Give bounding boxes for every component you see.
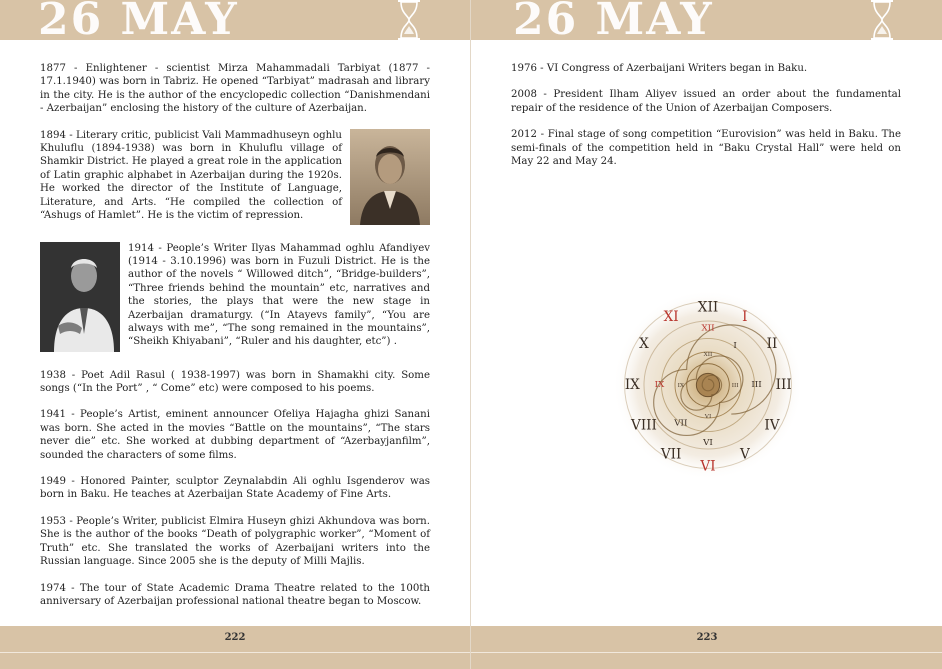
svg-text:IX: IX — [677, 382, 685, 389]
page-number: 223 — [696, 632, 718, 643]
entry-1949: 1949 - Honored Painter, sculptor Zeynalabdin Ali oghlu Isgenderov was born in Baku. He teaches at Azerbaijan State Academy of Fine Arts. — [40, 476, 430, 501]
entry-1938: 1938 - Poet Adil Rasul ( 1938-1997) was born in Shamakhi city. Some songs (“In the Port” , “ Come” etc) were composed to his poems. — [40, 369, 430, 395]
header-date-title: 26 MAY — [513, 0, 714, 40]
svg-text:XII: XII — [703, 351, 713, 358]
svg-text:X: X — [639, 336, 649, 353]
svg-text:IX: IX — [624, 376, 640, 393]
svg-text:XII: XII — [701, 323, 715, 334]
svg-text:III: III — [731, 382, 739, 389]
page-footer — [0, 626, 470, 669]
entry-1953: 1953 - People’s Writer, publicist Elmira Huseyn ghizi Akhundova was born. She is the author of the books “Death of polygraphic worker”, “Moment of Truth” etc. She translated the works of Azerbaijani writers into the Russian language. Since 2005 she is the deputy of Milli Majlis. — [40, 515, 430, 568]
entry-1894-block — [40, 129, 430, 229]
entry-1894: 1894 - Literary critic, publicist Vali Mammadhuseyn oghlu Khuluflu (1894-1938) was born in Khuluflu village of Shamkir District. He played a great role in the application of Latin graphic alphabet in Azerbaijan during the 1920s. He worked the director of the Institute of Language, Literature, and Arts. “He compiled the collection of “Ashugs of Hamlet”. He is the victim of repression. — [40, 129, 342, 222]
footer-divider — [471, 652, 942, 653]
svg-text:VIII: VIII — [631, 417, 657, 434]
page-header — [0, 0, 470, 40]
hourglass-icon — [394, 0, 424, 40]
svg-text:VII: VII — [674, 418, 688, 429]
svg-text:VI: VI — [704, 413, 712, 420]
entry-2012: 2012 - Final stage of song competition “Eurovision” was held in Baku. The semi-finals of the competition held in “Baku Crystal Hall” were held on May 22 and May 24. — [511, 129, 901, 168]
entry-1877: 1877 - Enlightener - scientist Mirza Mahammadali Tarbiyat (1877 - 17.1.1940) was born in Tabriz. He opened “Tarbiyat” madrasah and library in the city. He is the author of the encyclopedic collection “Danishmendani - Azerbaijan” enclosing the history of the culture of Azerbaijan. — [40, 63, 430, 115]
portrait-photo-afandiyev — [40, 242, 120, 352]
right-content — [511, 62, 901, 181]
portrait-photo-khuluflu — [350, 129, 430, 225]
left-page — [0, 0, 470, 669]
svg-text:VII: VII — [660, 446, 682, 463]
right-page — [470, 0, 942, 669]
svg-text:V: V — [739, 446, 750, 463]
svg-text:IV: IV — [764, 417, 780, 434]
svg-text:IX: IX — [654, 379, 665, 390]
entry-1914: 1914 - People’s Writer Ilyas Mahammad oghlu Afandiyev (1914 - 3.10.1996) was born in Fuzuli District. He is the author of the novels “ Willowed ditch”, “Bridge-builders”, “Three friends behind the mountain” etc, narratives and the stories, the plays that were the new stage in Azerbaijan dramaturgy. (“In Atayevs family”, “You are always with me”, “The song remained in the mountains”, “Sheikh Khiyabani”, “Ruler and his daughter, etc”) . — [128, 242, 430, 348]
spiral-clock-illustration — [611, 288, 805, 482]
entry-1941: 1941 - People’s Artist, eminent announcer Ofeliya Hajagha ghizi Sanani was born. She acted in the movies “Battle on the mountains”, “The stars never die” etc. She worked at dubbing department of “Azerbayjanfilm”, sounded the characters of some films. — [40, 409, 430, 461]
entry-2008: 2008 - President Ilham Aliyev issued an order about the fundamental repair of the residence of the Union of Azerbaijan Composers. — [511, 89, 901, 114]
svg-text:I: I — [742, 308, 748, 325]
entry-1974: 1974 - The tour of State Academic Drama Theatre related to the 100th anniversary of Azerbaijan professional national theatre began to Moscow. — [40, 582, 430, 607]
entry-1914-block — [40, 242, 430, 356]
page-header — [471, 0, 942, 40]
svg-text:VI: VI — [703, 438, 713, 449]
page-footer — [471, 626, 942, 669]
svg-text:XII: XII — [697, 299, 719, 316]
footer-divider — [0, 652, 470, 653]
svg-text:III: III — [751, 379, 762, 390]
left-content — [40, 62, 430, 621]
svg-text:XI: XI — [663, 308, 679, 325]
header-date-title: 26 MAY — [38, 0, 239, 40]
svg-text:III: III — [775, 376, 792, 393]
svg-text:VI: VI — [700, 458, 716, 475]
entry-1976: 1976 - VI Congress of Azerbaijani Writers began in Baku. — [511, 63, 808, 74]
page-number: 222 — [224, 632, 246, 643]
svg-text:II: II — [766, 336, 778, 353]
hourglass-icon — [867, 0, 897, 40]
svg-text:I: I — [733, 341, 737, 352]
